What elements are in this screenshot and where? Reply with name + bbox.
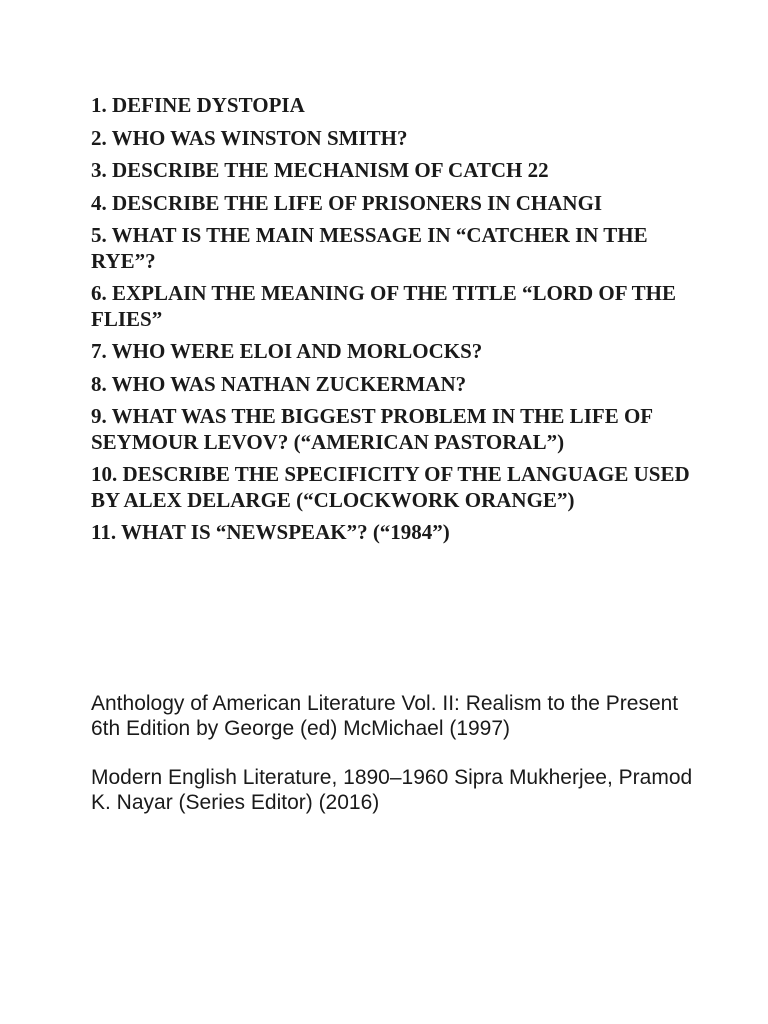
question-item: 3. DESCRIBE THE MECHANISM OF CATCH 22	[91, 158, 549, 182]
question-list	[91, 93, 691, 553]
question-item: 11. WHAT IS “NEWSPEAK”? (“1984”)	[91, 520, 450, 544]
question-item: 8. WHO WAS NATHAN ZUCKERMAN?	[91, 371, 467, 396]
reference-item: Anthology of American Literature Vol. II: Realism to the Present 6th Edition by George (ed) McMichael (1997)	[91, 692, 679, 740]
question-item: 9. WHAT WAS THE BIGGEST PROBLEM IN THE LIFE OF SEYMOUR LEVOV? (“AMERICAN PASTORAL”)	[91, 404, 653, 454]
reference-list	[91, 691, 711, 839]
reference-item: Modern English Literature, 1890–1960 Sipra Mukherjee, Pramod K. Nayar (Series Editor) (2016)	[91, 766, 693, 814]
question-item: 7. WHO WERE ELOI AND MORLOCKS?	[91, 339, 483, 363]
question-item: 6. EXPLAIN THE MEANING OF THE TITLE “LORD OF THE FLIES”	[91, 281, 677, 331]
question-item: 5. WHAT IS THE MAIN MESSAGE IN “CATCHER IN THE RYE”?	[91, 223, 648, 273]
question-item: 10. DESCRIBE THE SPECIFICITY OF THE LANGUAGE USED BY ALEX DELARGE (“CLOCKWORK ORANGE”)	[91, 462, 690, 512]
question-item: 4. DESCRIBE THE LIFE OF PRISONERS IN CHANGI	[91, 190, 603, 215]
question-item: 1. DEFINE DYSTOPIA	[91, 93, 305, 117]
question-item: 2. WHO WAS WINSTON SMITH?	[91, 125, 408, 150]
